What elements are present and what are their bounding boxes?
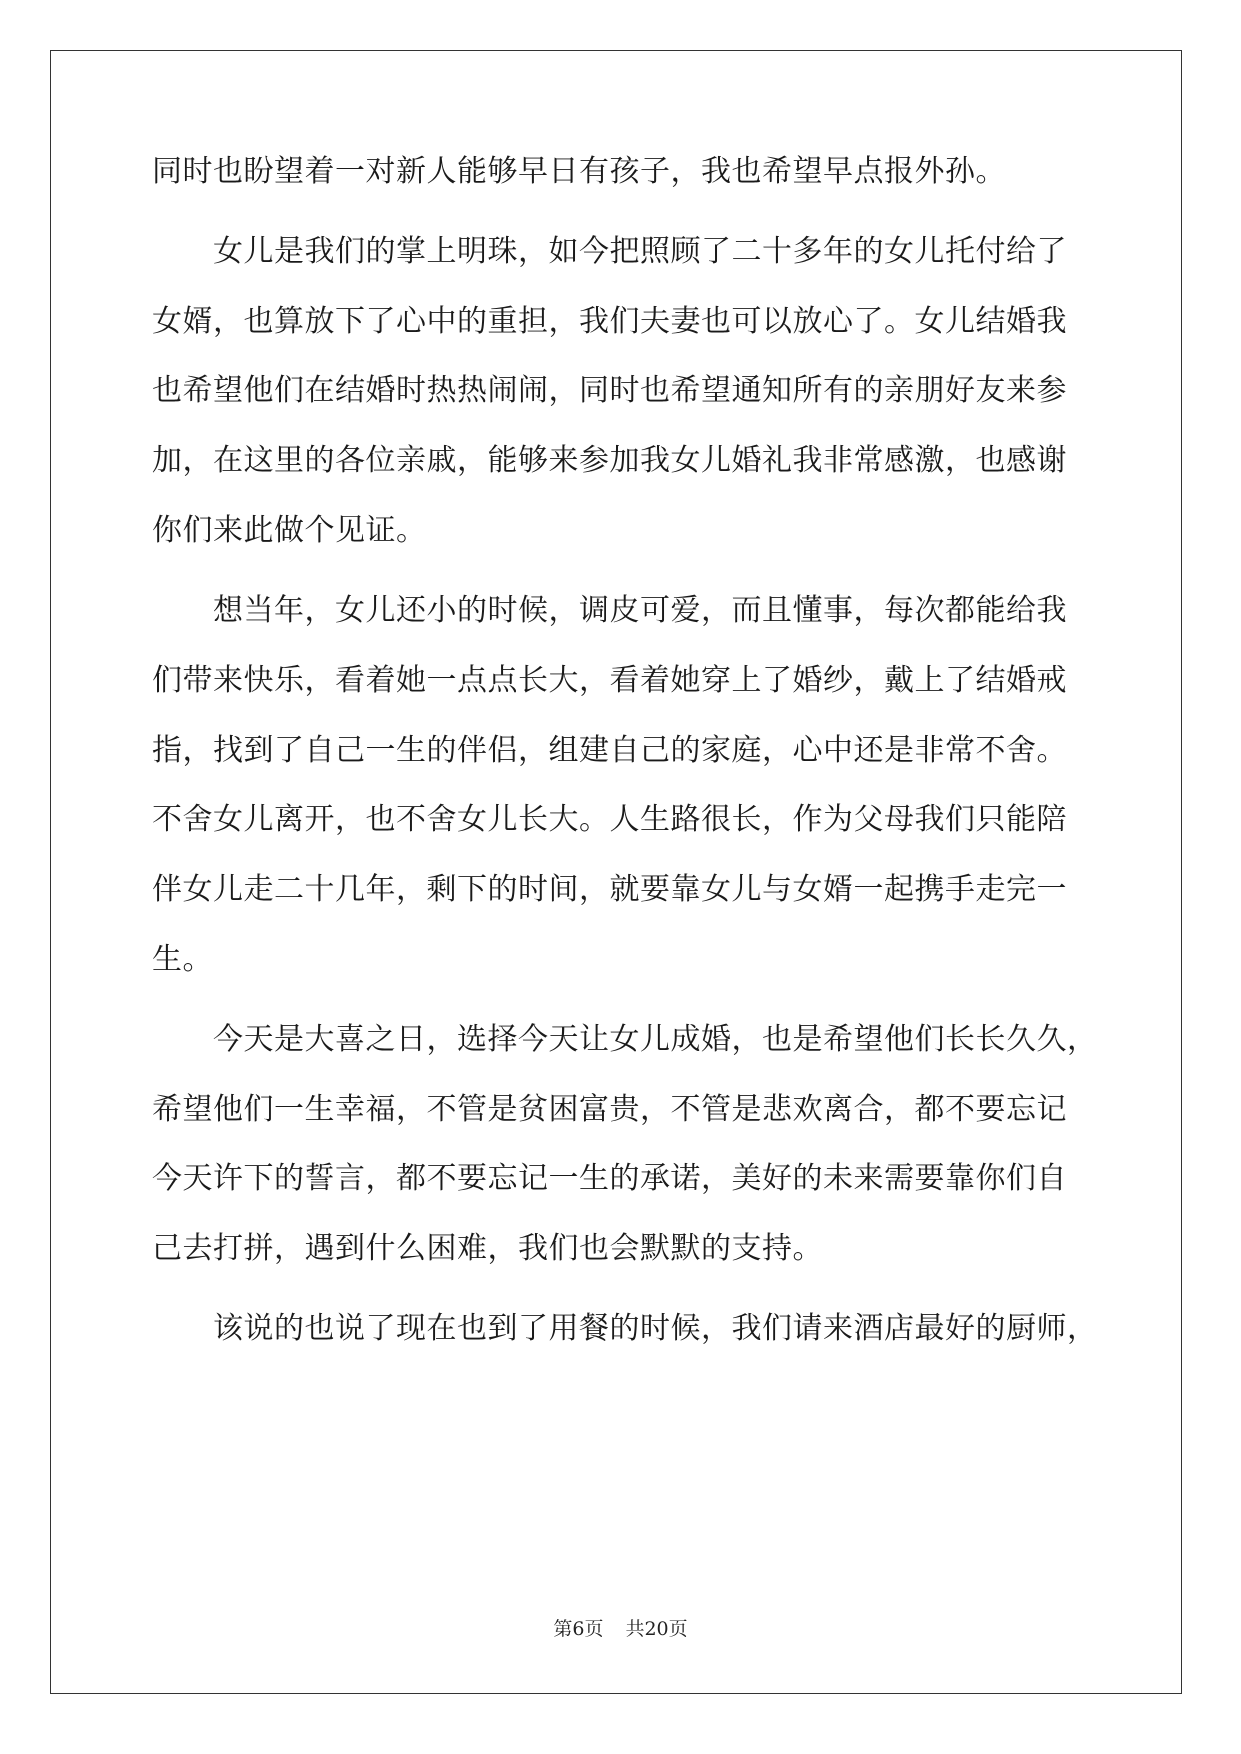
page-number: 第6页 (553, 1618, 604, 1640)
text-line: 想当年，女儿还小的时候，调皮可爱，而且懂事，每次都能给我 (152, 593, 1067, 628)
text-line: 伴女儿走二十几年，剩下的时间，就要靠女儿与女婿一起携手走完一 (152, 872, 1067, 907)
text-line: 加，在这里的各位亲戚，能够来参加我女儿婚礼我非常感激，也感谢 (152, 443, 1067, 478)
text-line: 女婿，也算放下了心中的重担，我们夫妻也可以放心了。女儿结婚我 (152, 304, 1067, 339)
text-line: 女儿是我们的掌上明珠，如今把照顾了二十多年的女儿托付给了 (152, 234, 1067, 269)
page-total: 共20页 (625, 1618, 688, 1640)
text-line: 今天是大喜之日，选择今天让女儿成婚，也是希望他们长长久久， (152, 1022, 1098, 1057)
page-footer (0, 1617, 1241, 1641)
text-line: 该说的也说了现在也到了用餐的时候，我们请来酒店最好的厨师， (152, 1311, 1098, 1346)
text-line: 希望他们一生幸福，不管是贫困富贵，不管是悲欢离合，都不要忘记 (152, 1092, 1067, 1127)
text-line: 指，找到了自己一生的伴侣，组建自己的家庭，心中还是非常不舍。 (152, 733, 1067, 768)
text-line: 你们来此做个见证。 (152, 513, 427, 548)
text-line: 今天许下的誓言，都不要忘记一生的承诺，美好的未来需要靠你们自 (152, 1161, 1067, 1196)
text-line: 同时也盼望着一对新人能够早日有孩子，我也希望早点报外孙。 (152, 154, 1006, 189)
text-line: 也希望他们在结婚时热热闹闹，同时也希望通知所有的亲朋好友来参 (152, 373, 1067, 408)
text-line: 们带来快乐，看着她一点点长大，看着她穿上了婚纱，戴上了结婚戒 (152, 663, 1067, 698)
text-line: 不舍女儿离开，也不舍女儿长大。人生路很长，作为父母我们只能陪 (152, 802, 1067, 837)
text-line: 生。 (152, 942, 213, 977)
text-line: 己去打拼，遇到什么困难，我们也会默默的支持。 (152, 1231, 823, 1266)
